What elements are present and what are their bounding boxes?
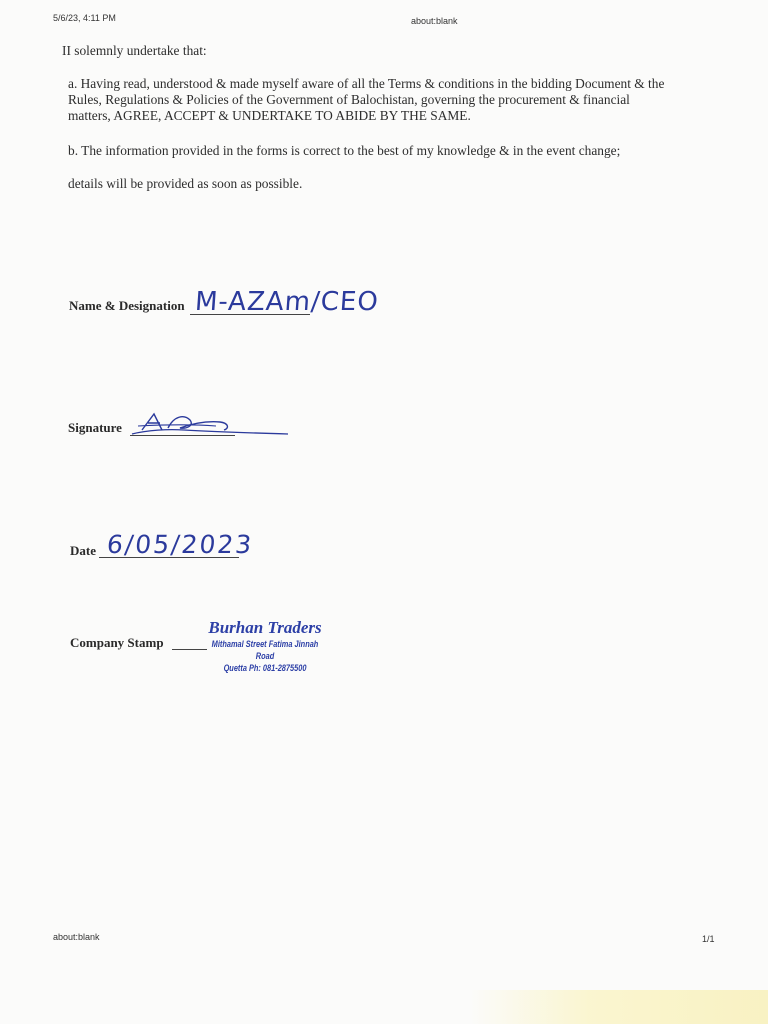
date-label: Date: [70, 543, 96, 558]
name-designation-label: Name & Designation: [69, 298, 185, 313]
print-header-datetime: 5/6/23, 4:11 PM: [53, 13, 116, 23]
clause-a-line-2: Rules, Regulations & Policies of the Government of Balochistan, governing the procurement & financial: [68, 92, 630, 107]
print-footer-page: 1/1: [702, 934, 715, 944]
clause-b-line-2: details will be provided as soon as possible.: [68, 176, 303, 191]
company-stamp-label: Company Stamp: [70, 635, 164, 650]
date-handwriting: 6/05/2023: [105, 530, 255, 559]
print-header-url: about:blank: [411, 16, 458, 26]
name-designation-handwriting: M-AZAm/CEO: [193, 287, 380, 317]
stamp-company-name: Burhan Traders: [208, 618, 322, 637]
stamp-address: Mithamal Street Fatima Jinnah Road: [211, 639, 319, 661]
clause-a-line-3: matters, AGREE, ACCEPT & UNDERTAKE TO ABIDE BY THE SAME.: [68, 108, 471, 123]
handwritten-signature: [128, 408, 293, 440]
stamp-phone: Quetta Ph: 081-2875500: [223, 663, 307, 673]
company-stamp: [190, 618, 340, 674]
signature-label: Signature: [68, 420, 122, 435]
print-footer-url: about:blank: [53, 932, 100, 942]
intro-text: II solemnly undertake that:: [62, 43, 207, 58]
clause-b-line-1: b. The information provided in the forms is correct to the best of my knowledge & in the event change;: [68, 143, 621, 158]
scan-shading: [470, 990, 768, 1024]
clause-a: [68, 76, 708, 124]
clause-a-line-1: a. Having read, understood & made myself aware of all the Terms & conditions in the bidding Document & the: [68, 76, 665, 91]
